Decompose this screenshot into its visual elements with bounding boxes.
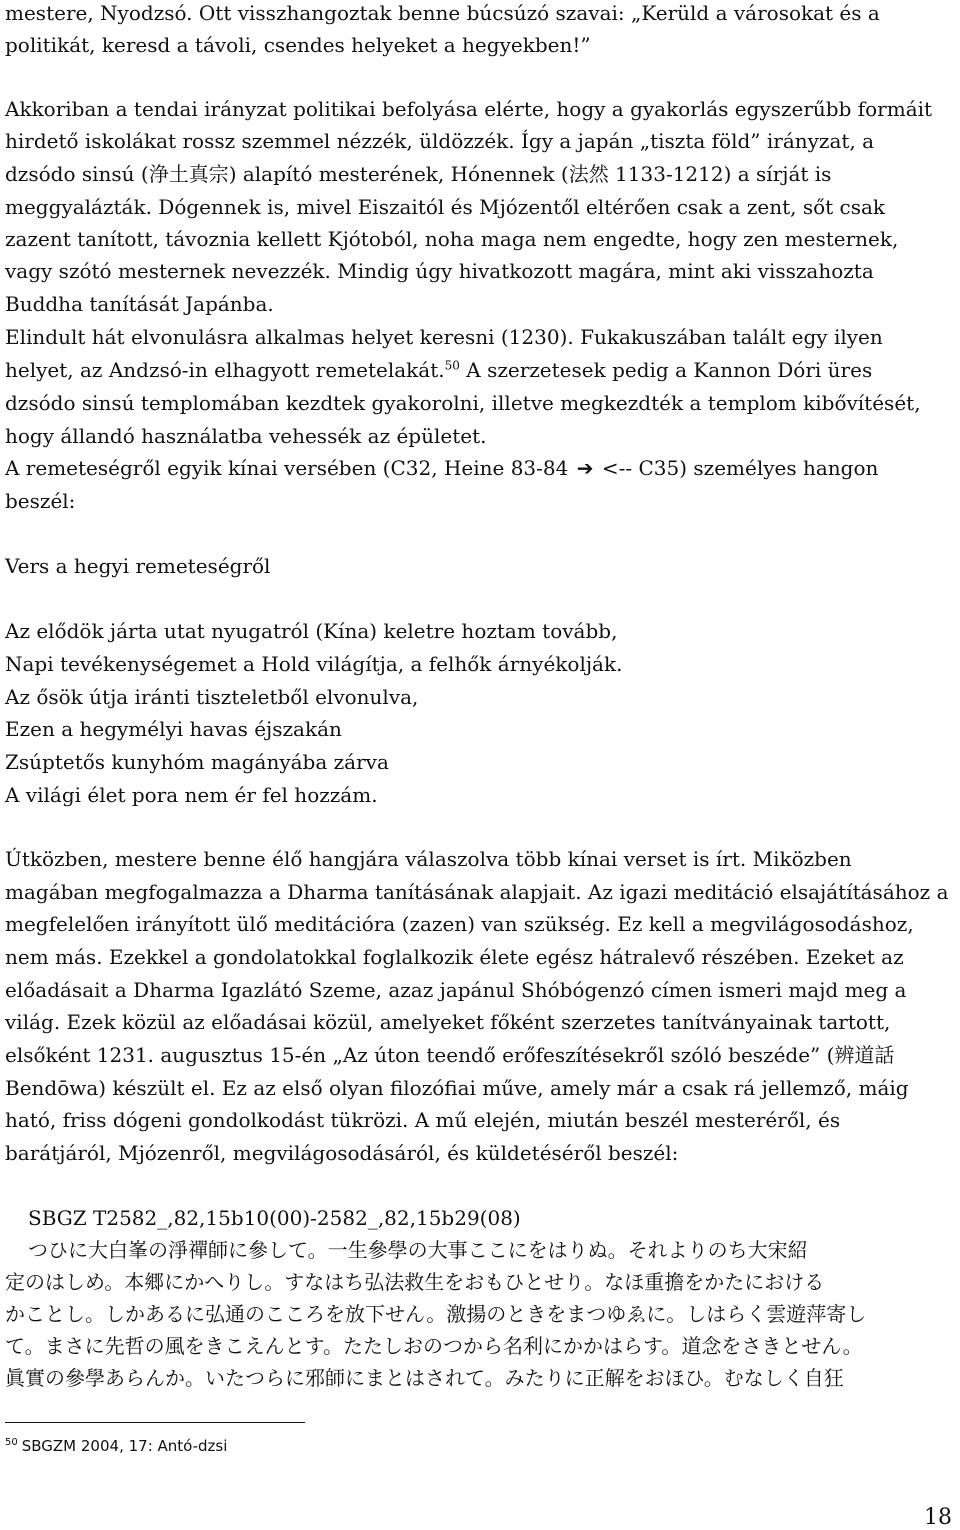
quote-line: つひに大白峯の淨禪師に參して。一生參學の大事ここにをはりぬ。それよりのち大宋紹	[28, 1238, 808, 1262]
body-line: Bendōwa) készült el. Ez az első olyan filozófiai műve, amely már a csak rá jellemző, máig	[5, 1076, 909, 1100]
body-line: Útközben, mestere benne élő hangjára válaszolva több kínai verset is írt. Miközben	[5, 847, 852, 871]
poem-line: Ezen a hegymélyi havas éjszakán	[5, 717, 342, 741]
footnote-text: SBGZM 2004, 17: Antó-dzsi	[21, 1437, 228, 1455]
body-line: elsőként 1231. augusztus 15-én „Az úton teendő erőfeszítésekről szóló beszéde” (辨道話	[5, 1043, 895, 1067]
body-line: politikát, keresd a távoli, csendes helyeket a hegyekben!”	[5, 33, 591, 57]
page-number: 18	[924, 1505, 952, 1530]
poem-title: Vers a hegyi remeteségről	[5, 554, 271, 578]
body-line	[5, 357, 872, 383]
body-line: megfelelően irányított ülő meditációra (zazen) van szükség. Ez kell a megvilágosodáshoz,	[5, 912, 914, 936]
body-line: hirdető iskolákat rossz szemmel nézzék, üldözzék. Így a japán „tiszta föld” irányzat, a	[5, 129, 875, 153]
body-line: hogy állandó használatba vehessék az épületet.	[5, 424, 487, 448]
body-line: nem más. Ezekkel a gondolatokkal foglalkozik élete egész hátralevő részében. Ezeket az	[5, 945, 904, 969]
poem-line: Az elődök járta utat nyugatról (Kína) keletre hoztam tovább,	[5, 619, 618, 643]
body-text: A szerzetesek pedig a Kannon Dóri üres	[459, 358, 873, 382]
body-line: magában megfogalmazza a Dharma tanításának alapjait. Az igazi meditáció elsajátításához a	[5, 880, 949, 904]
body-line	[5, 455, 878, 481]
body-text: A remeteségről egyik kínai versében (C32, Heine 83-84	[5, 456, 569, 480]
quote-line: 眞實の參學あらんか。いたつらに邪師にまとはされて。みたりに正解をおほひ。むなしく自狂	[5, 1366, 844, 1390]
body-line: dzsódo sinsú templomában kezdtek gyakorolni, illetve megkezdték a templom kibővítését,	[5, 391, 921, 415]
body-line: Elindult hát elvonulásra alkalmas helyet keresni (1230). Fukakuszában talált egy ilyen	[5, 325, 883, 349]
body-line: vagy szótó mesternek nevezzék. Mindig úgy hivatkozott magára, mint aki visszahozta	[5, 259, 874, 283]
poem-line: Zsúptetős kunyhóm magányába zárva	[5, 750, 389, 774]
poem-line: Napi tevékenységemet a Hold világítja, a felhők árnyékolják.	[5, 652, 623, 676]
body-line: meggyalázták. Dógennek is, mivel Eiszaitól és Mjózentől eltérően csak a zent, sőt csak	[5, 195, 886, 219]
poem-line: A világi élet pora nem ér fel hozzám.	[5, 783, 378, 807]
body-line: Akkoriban a tendai irányzat politikai befolyása elérte, hogy a gyakorlás egyszerűbb formáit	[5, 97, 933, 121]
footnote-mark: 50	[5, 1437, 18, 1448]
body-line: zazent tanított, távoznia kellett Kjótoból, noha maga nem engedte, hogy zen mesternek,	[5, 227, 899, 251]
body-text: helyet, az Andzsó-in elhagyott remetelakát.	[5, 358, 445, 382]
body-line: Buddha tanítását Japánba.	[5, 292, 274, 316]
poem-line: Az ősök útja iránti tiszteletből elvonulva,	[5, 685, 419, 709]
body-line: előadásait a Dharma Igazlátó Szeme, azaz japánul Shóbógenzó címen ismeri majd meg a	[5, 978, 907, 1002]
quote-source: SBGZ T2582_,82,15b10(00)-2582_,82,15b29(08)	[28, 1206, 521, 1230]
quote-line: 定のはしめ。本郷にかへりし。すなはち弘法救生をおもひとせり。なほ重擔をかたにおける	[5, 1270, 825, 1294]
body-line: beszél:	[5, 489, 76, 513]
body-line: ható, friss dógeni gondolkodást tükrözi. A mű elején, miután beszél mesteréről, és	[5, 1108, 841, 1132]
body-line: világ. Ezek közül az előadásai közül, amelyeket főként szerzetes tanítványainak tartott,	[5, 1010, 891, 1034]
body-text: <-- C35) személyes hangon	[601, 456, 879, 480]
body-line: barátjáról, Mjózenről, megvilágosodásáról, és küldetéséről beszél:	[5, 1141, 679, 1165]
body-line: mestere, Nyodzsó. Ott visszhangoztak benne búcsúzó szavai: „Kerüld a városokat és a	[5, 1, 880, 25]
footnote-reference: 50	[444, 358, 460, 373]
quote-line: て。まさに先哲の風をきこえんとす。たたしおのつから名利にかかはらす。道念をさきとせん。	[5, 1334, 863, 1358]
arrow-right-icon: ➔	[576, 456, 594, 480]
footnote	[5, 1436, 227, 1456]
body-line: dzsódo sinsú (浄土真宗) alapító mesterének, Hónennek (法然 1133-1212) a sírját is	[5, 162, 832, 186]
quote-line: かことし。しかあるに弘通のこころを放下せん。激揚のときをまつゆゑに。しはらく雲遊萍寄し	[5, 1302, 867, 1326]
footnote-divider	[5, 1422, 305, 1423]
